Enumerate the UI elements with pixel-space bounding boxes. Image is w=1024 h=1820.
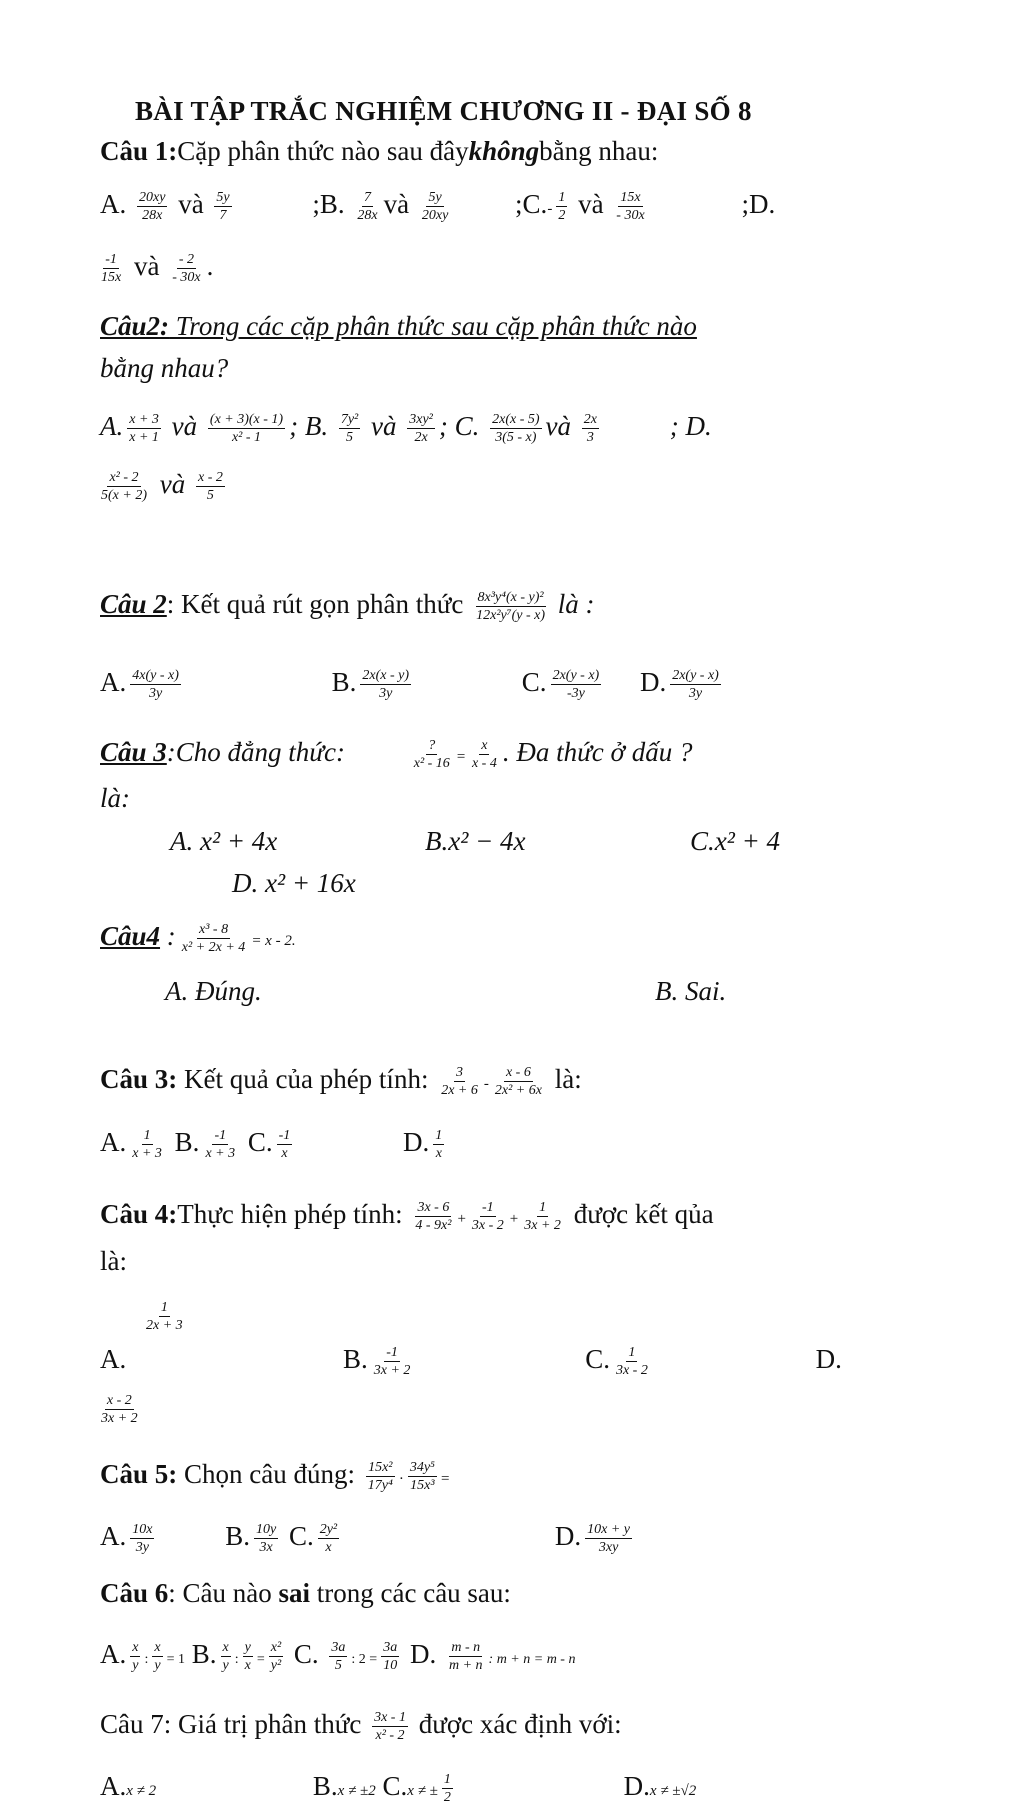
question-4b-prompt — [100, 1200, 714, 1234]
option-b-label: B. — [331, 667, 357, 698]
question-2a-prompt — [100, 313, 697, 340]
fraction: $\frac{10x}{3y}$ — [132, 1522, 153, 1556]
option-a-label: A. — [100, 1639, 127, 1670]
emphasis-text: sai — [278, 1578, 311, 1608]
fraction: $\frac{x + 3}{x + 1}$ — [129, 412, 159, 446]
option-c-label: C. — [288, 1521, 314, 1552]
option-c-label: ;C. — [515, 189, 548, 220]
plus-sign: + — [509, 1211, 519, 1228]
fraction: $\frac{\text{3xy²}}{2x}$ — [409, 412, 433, 446]
equation-rest: : m + n = m - n — [488, 1652, 576, 1668]
fraction: $\frac{y}{x}$ — [244, 1640, 251, 1674]
fraction: $\frac{1}{2}$ — [443, 1772, 451, 1806]
option-a-label: A. — [100, 1127, 127, 1158]
fraction: $\frac{3x - 6}{\text{4 - 9x²}}$ — [415, 1200, 452, 1234]
fraction: $\frac{x - 6}{\text{2x² + 6x}}$ — [494, 1065, 542, 1099]
question-4a-option-b: B. Sai. — [655, 976, 727, 1006]
question-2a-options — [100, 412, 712, 446]
option-b-label: ; B. — [289, 411, 329, 442]
question-1-options — [100, 190, 775, 224]
option-a-label: A. — [100, 1521, 127, 1552]
conjunction: và — [578, 189, 604, 220]
question-1-prompt — [100, 138, 658, 165]
fraction: $\frac{\text{x³ - 8}}{\text{x² + 2x + 4}}$ — [181, 922, 246, 956]
question-3a-prompt — [100, 738, 692, 772]
option-d-label: D. — [554, 1521, 582, 1552]
question-label: Câu 4: — [100, 1199, 178, 1230]
option-b-value: x ≠ ±2 — [337, 1783, 376, 1800]
option-a-value: x ≠ 2 — [126, 1783, 157, 1800]
equals-sign: = — [455, 749, 466, 766]
question-text: Trong các cặp phân thức sau cặp phân thức nào — [169, 311, 697, 341]
fraction: $\frac{\text{8x³y⁴(x - y)²}}{\text{12x²y⁷(y - x)}}$ — [476, 590, 546, 624]
fraction: $\frac{2x(x - y)}{3y}$ — [362, 668, 410, 702]
option-c-label: C. — [521, 667, 547, 698]
question-6-options — [100, 1640, 575, 1674]
option-d-label: D. — [409, 1639, 437, 1670]
question-6-prompt — [100, 1580, 511, 1607]
question-text: Kết quả của phép tính: — [177, 1064, 429, 1095]
question-text-tail: được xác định với: — [418, 1709, 622, 1740]
fraction: $\frac{1}{3x - 2}$ — [615, 1345, 648, 1379]
fraction: $\frac{2x(y - x)}{-3y}$ — [552, 668, 600, 702]
question-3a-option-a: A. x² + 4x — [170, 826, 278, 856]
question-text-tail: được kết qủa — [573, 1199, 714, 1230]
question-label: Câu 6 — [100, 1578, 169, 1608]
conjunction: và — [171, 411, 198, 442]
page-title: BÀI TẬP TRẮC NGHIỆM CHƯƠNG II - ĐẠI SỐ 8 — [135, 96, 752, 126]
question-3b-prompt — [100, 1065, 582, 1099]
option-a-label: A. — [100, 189, 127, 220]
option-c-label: ; C. — [438, 411, 480, 442]
fraction: $\frac{15x}{- 30x}$ — [616, 190, 645, 224]
question-3a-prompt-cont: là: — [100, 783, 130, 813]
period: . — [206, 251, 214, 282]
question-text: :Cho đẳng thức: — [166, 737, 345, 768]
question-2b-prompt — [100, 590, 595, 624]
fraction: $\frac{x - 2}{3x + 2}$ — [101, 1393, 138, 1427]
fraction: $\frac{x}{x - 4}$ — [471, 738, 497, 772]
fraction: $\frac{2x}{3}$ — [583, 412, 597, 446]
question-text: trong các câu sau: — [310, 1578, 511, 1608]
minus-sign: - — [483, 1076, 489, 1093]
fraction: $\frac{5y}{7}$ — [216, 190, 230, 224]
option-b-label: B. — [191, 1639, 217, 1670]
fraction: $\frac{1}{2x + 3}$ — [146, 1300, 183, 1334]
division-sign: : — [234, 1652, 239, 1668]
option-c-label: C. — [382, 1771, 408, 1802]
fraction: $\frac{-1}{15x}$ — [101, 252, 122, 286]
equals-sign: = — [256, 1652, 265, 1668]
minus-sign: - — [547, 201, 553, 218]
fraction: $\frac{3x - 1}{\text{x² - 2}}$ — [374, 1710, 406, 1744]
fraction: $\frac{\text{2y²}}{x}$ — [319, 1522, 338, 1556]
fraction: $\frac{\text{x² - 2}}{5(x + 2)}$ — [101, 470, 147, 504]
option-d-label: D. — [623, 1771, 650, 1802]
question-text-tail: là : — [557, 589, 595, 620]
fraction: $\frac{20xy}{28x}$ — [139, 190, 166, 224]
fraction: $\frac{m - n}{m + n}$ — [448, 1640, 483, 1674]
option-d-label: ;D. — [741, 189, 776, 220]
plus-sign: + — [457, 1211, 466, 1228]
conjunction: và — [383, 189, 410, 220]
option-c-label: C. — [293, 1639, 319, 1670]
fraction: $\frac{-1}{3x + 2}$ — [373, 1345, 411, 1379]
question-text-tail: . Đa thức ở dấu ? — [502, 737, 693, 768]
equals-sign: = — [440, 1471, 450, 1488]
fraction: $\frac{x}{y}$ — [154, 1640, 161, 1674]
emphasis-text: không — [468, 136, 540, 166]
question-text: Câu 7: Giá trị phân thức — [100, 1709, 362, 1740]
fraction: $\frac{3a}{10}$ — [383, 1640, 398, 1674]
option-d-value: x ≠ ±√2 — [649, 1783, 697, 1800]
fraction: $\frac{\text{15x²}}{\text{17y⁴}}$ — [367, 1460, 393, 1494]
fraction: $\frac{(x + 3)(x - 1)}{\text{x² - 1}}$ — [209, 412, 284, 446]
question-3a-option-b: B.x² − 4x — [425, 826, 526, 856]
option-b-label: B. — [312, 1771, 338, 1802]
fraction: $\frac{3}{2x + 6}$ — [441, 1065, 478, 1099]
fraction: $\frac{2x(x - 5)}{3(5 - x)}$ — [492, 412, 540, 446]
option-c-value: x ≠ ± — [407, 1783, 438, 1800]
question-4a-prompt — [100, 922, 296, 956]
fraction: $\frac{-1}{x}$ — [278, 1128, 291, 1162]
conjunction: và — [545, 411, 572, 442]
separator: : — [160, 921, 176, 952]
question-4b-options — [100, 1345, 842, 1379]
fraction: $\frac{-1}{3x - 2}$ — [471, 1200, 504, 1234]
fraction: $\frac{10x + y}{3xy}$ — [587, 1522, 631, 1556]
option-b-label: B. — [343, 1344, 368, 1375]
option-d-label: ; D. — [669, 411, 712, 442]
question-3a-option-d: D. x² + 16x — [232, 868, 356, 898]
division-sign: : — [144, 1652, 149, 1668]
option-a-label: A. — [100, 1344, 127, 1375]
question-2b-options — [100, 668, 725, 702]
fraction: $\frac{1}{x}$ — [435, 1128, 443, 1162]
multiply-sign: · — [398, 1471, 404, 1488]
fraction: $\frac{\text{7y²}}{5}$ — [340, 412, 359, 446]
question-label: Câu 3 — [100, 737, 167, 768]
fraction: $\frac{4x(y - x)}{3y}$ — [132, 668, 179, 702]
question-label: Câu 1: — [100, 136, 178, 166]
question-label: Câu 3: — [100, 1064, 178, 1095]
option-a-label: A. — [100, 667, 127, 698]
question-1-option-d — [95, 252, 213, 286]
question-label: Câu4 — [100, 921, 161, 952]
fraction: $\frac{x}{y}$ — [132, 1640, 139, 1674]
question-text: Chọn câu đúng: — [177, 1459, 355, 1490]
question-label: Câu2: — [100, 311, 170, 341]
question-text: : Câu nào — [168, 1578, 279, 1608]
question-text: : Kết quả rút gọn phân thức — [166, 589, 464, 620]
question-text: bằng nhau: — [539, 136, 659, 166]
conjunction: và — [159, 469, 186, 500]
question-label: Câu 2 — [100, 589, 167, 620]
fraction: $\frac{x - 2}{5}$ — [197, 470, 223, 504]
option-d-label: D. — [403, 1127, 430, 1158]
question-label: Câu 5: — [100, 1459, 178, 1490]
question-4b-option-d-fraction — [95, 1393, 144, 1427]
equation-rest: = x - 2. — [251, 933, 296, 950]
fraction: $\frac{1}{x + 3}$ — [132, 1128, 162, 1162]
fraction: $\frac{10y}{3x}$ — [255, 1522, 277, 1556]
option-b-label: B. — [225, 1521, 250, 1552]
question-text: Cặp phân thức nào sau đây — [177, 136, 469, 166]
question-3b-options — [100, 1128, 448, 1162]
option-d-label: D. — [639, 667, 667, 698]
fraction: $\frac{2x(y - x)}{3y}$ — [672, 668, 719, 702]
question-2a-option-d — [95, 470, 229, 504]
fraction: $\frac{\text{34y⁵}}{\text{15x³}}$ — [409, 1460, 435, 1494]
conjunction: và — [371, 411, 397, 442]
question-4b-option-a-fraction — [140, 1300, 189, 1334]
equation-rest: : 2 = — [351, 1652, 378, 1668]
question-7-options — [100, 1772, 696, 1806]
fraction: $\frac{7}{28x}$ — [357, 190, 378, 224]
option-c-label: C. — [247, 1127, 273, 1158]
option-d-label: D. — [815, 1344, 842, 1375]
fraction: $\frac{1}{2}$ — [558, 190, 566, 224]
option-b-label: B. — [174, 1127, 200, 1158]
question-5-options — [100, 1522, 636, 1556]
fraction: $\frac{5y}{20xy}$ — [421, 190, 449, 224]
option-c-label: C. — [585, 1344, 610, 1375]
fraction: $\frac{3a}{5}$ — [331, 1640, 346, 1674]
option-a-label: A. — [100, 411, 124, 442]
fraction: $\frac{?}{\text{x² - 16}}$ — [413, 738, 450, 772]
fraction: $\frac{-1}{x + 3}$ — [205, 1128, 236, 1162]
question-2a-prompt-cont: bằng nhau? — [100, 353, 229, 383]
question-text: Thực hiện phép tính: — [177, 1199, 403, 1230]
fraction: $\frac{x}{y}$ — [222, 1640, 229, 1674]
question-4a-option-a: A. Đúng. — [165, 976, 262, 1006]
fraction: $\frac{\text{x²}}{\text{y²}}$ — [270, 1640, 282, 1674]
option-b-label: ;B. — [312, 189, 345, 220]
option-a-label: A. — [100, 1771, 127, 1802]
question-text-tail: là: — [554, 1064, 582, 1095]
question-3a-option-c: C.x² + 4 — [690, 826, 781, 856]
question-5-prompt — [100, 1460, 449, 1494]
question-4b-prompt-cont: là: — [100, 1246, 127, 1276]
conjunction: và — [133, 251, 160, 282]
fraction: $\frac{1}{3x + 2}$ — [524, 1200, 561, 1234]
fraction: $\frac{- 2}{- 30x}$ — [172, 252, 201, 286]
question-7-prompt — [100, 1710, 622, 1744]
equation-rest: = 1 — [166, 1652, 185, 1668]
conjunction: và — [178, 189, 204, 220]
